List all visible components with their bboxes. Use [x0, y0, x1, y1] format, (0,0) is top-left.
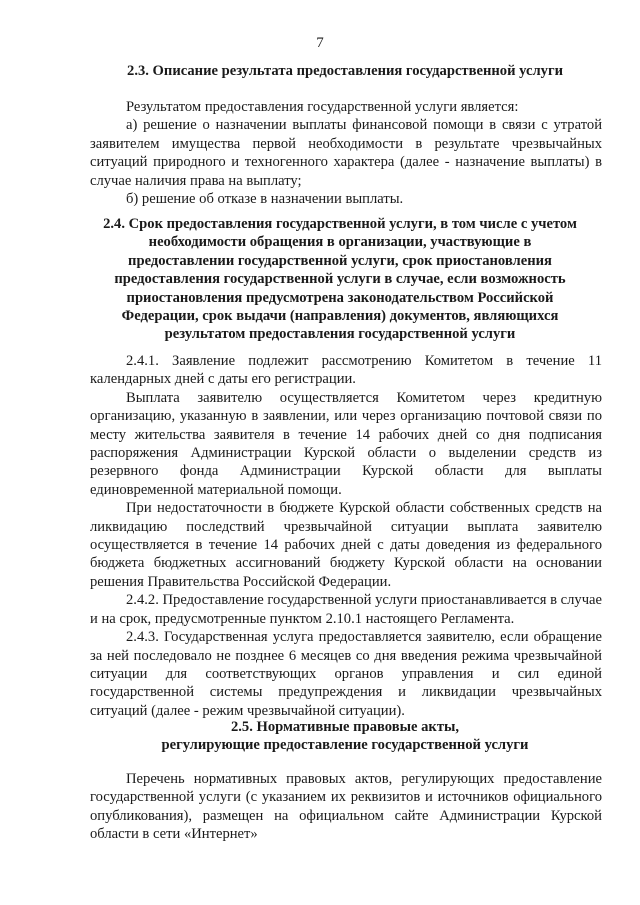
paragraph: При недостаточности в бюджете Курской области собственных средств на ликвидацию последствий чрезвычайной ситуации выплата заявителю осуществляется в течение 14 рабочих дней с даты доведения из федерального бюджета бюджетных ассигнований бюджету Курской области на основании решения Правительства Российской Федерации.: [90, 500, 602, 590]
paragraph: 2.4.3. Государственная услуга предоставляется заявителю, если обращение за ней последовало не позднее 6 месяцев со дня введения режима чрезвычайной ситуации для соответствующих органов управления и сил единой государственной системы предупреждения и ликвидации чрезвычайных ситуаций (далее - режим чрезвычайной ситуации).: [90, 629, 602, 719]
section-2-5-title-line1: 2.5. Нормативные правовые акты,: [230, 719, 460, 735]
section-2-4-title: 2.4. Срок предоставления государственной услуги, в том числе с учетом необходимости обращения в организации, участвующие в предоставлении государственной услуги, срок приостановления предоставления государственной услуги в случае, если возможность приостановления предусмотрена законодательством Российской Федерации, срок выдачи (направления) документов, являющихся результатом предоставления государственной услуги: [103, 216, 577, 343]
paragraph: 2.4.1. Заявление подлежит рассмотрению Комитетом в течение 11 календарных дней с даты его регистрации.: [90, 353, 602, 388]
section-2-3-body: [90, 98, 602, 208]
paragraph: Выплата заявителю осуществляется Комитетом через кредитную организацию, указанную в заявлении, или через организацию почтовой связи по месту жительства заявителя в течение 14 рабочих дней со дня подписания распоряжения Администрации Курской области о выделении средств из резервного фонда Администрации Курской области для выплаты единовременной материальной помощи.: [90, 389, 602, 498]
section-2-5-body: [90, 770, 602, 844]
page-number: 7: [316, 35, 324, 51]
paragraph: 2.4.2. Предоставление государственной услуги приостанавливается в случае и на срок, предусмотренные пунктом 2.10.1 настоящего Регламента.: [90, 592, 602, 627]
section-2-4-body: [90, 352, 602, 720]
paragraph: б) решение об отказе в назначении выплаты.: [126, 191, 404, 208]
paragraph: а) решение о назначении выплаты финансовой помощи в связи с утратой заявителем имущества первой необходимости в результате чрезвычайных ситуаций природного и техногенного характера (далее - назначение выплаты) в случае наличия права на выплату;: [90, 117, 602, 189]
paragraph: Перечень нормативных правовых актов, регулирующих предоставление государственной услуги (с указанием их реквизитов и источников официального опубликования), размещен на официальном сайте Администрации Курской области в сети «Интернет»: [90, 771, 602, 843]
section-2-3-title: 2.3. Описание результата предоставления государственной услуги: [127, 63, 563, 79]
paragraph: Результатом предоставления государственной услуги является:: [126, 99, 519, 115]
section-2-5-title-line2: регулирующие предоставление государственной услуги: [161, 737, 529, 754]
section-2-5-title: [90, 718, 600, 755]
